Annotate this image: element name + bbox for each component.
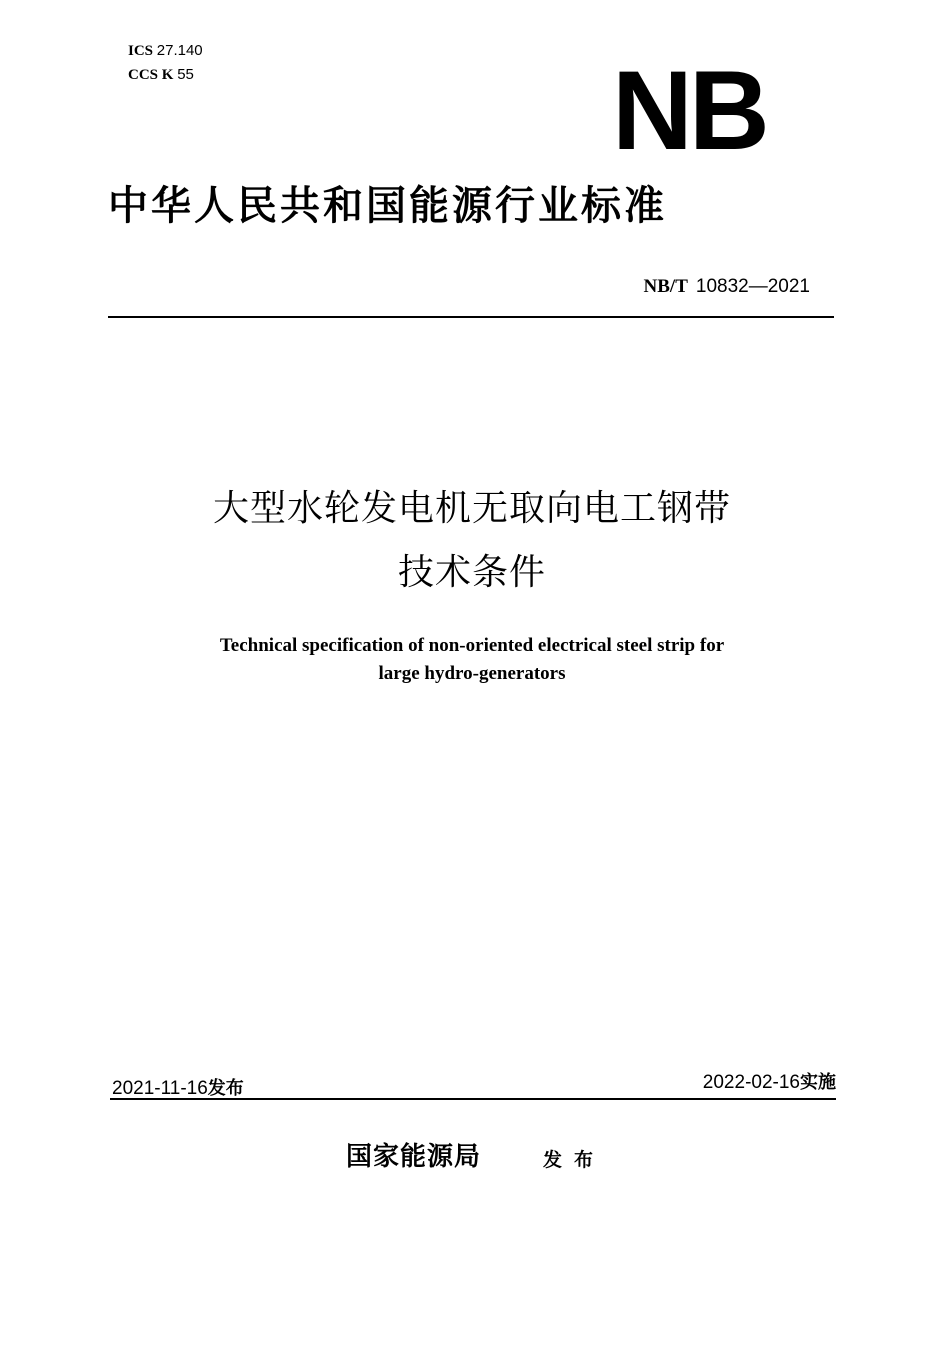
standard-category-title: 中华人民共和国能源行业标准 bbox=[108, 182, 667, 229]
title-en-line2: large hydro-generators bbox=[378, 663, 566, 684]
ccs-label: CCS K bbox=[128, 67, 174, 83]
ics-label: ICS bbox=[128, 43, 154, 59]
effective-date-suffix: 实施 bbox=[800, 1072, 836, 1093]
issue-verb: 发布 bbox=[543, 1149, 606, 1171]
ics-number: 27.140 bbox=[156, 42, 203, 59]
ccs-code bbox=[128, 66, 194, 84]
footer-divider bbox=[110, 1098, 836, 1100]
header-divider bbox=[108, 316, 834, 318]
standard-prefix: NB/T bbox=[643, 276, 688, 297]
nb-logo: NB bbox=[612, 48, 766, 173]
issue-date-suffix: 发布 bbox=[207, 1078, 244, 1099]
ics-code bbox=[128, 42, 203, 60]
title-en-line1: Technical specification of non-oriented electrical steel strip for bbox=[219, 635, 725, 656]
title-cn-line1: 大型水轮发电机无取向电工钢带 bbox=[212, 488, 731, 529]
effective-date bbox=[703, 1071, 836, 1095]
effective-date-value: 2022-02-16 bbox=[702, 1072, 800, 1093]
issuer-name: 国家能源局 bbox=[346, 1142, 482, 1172]
ccs-number: 55 bbox=[177, 66, 194, 83]
issue-date-value: 2021-11-16 bbox=[112, 1078, 208, 1099]
title-cn-line2: 技术条件 bbox=[397, 552, 546, 593]
standard-code: 10832—2021 bbox=[695, 276, 810, 297]
standard-number bbox=[644, 274, 810, 299]
